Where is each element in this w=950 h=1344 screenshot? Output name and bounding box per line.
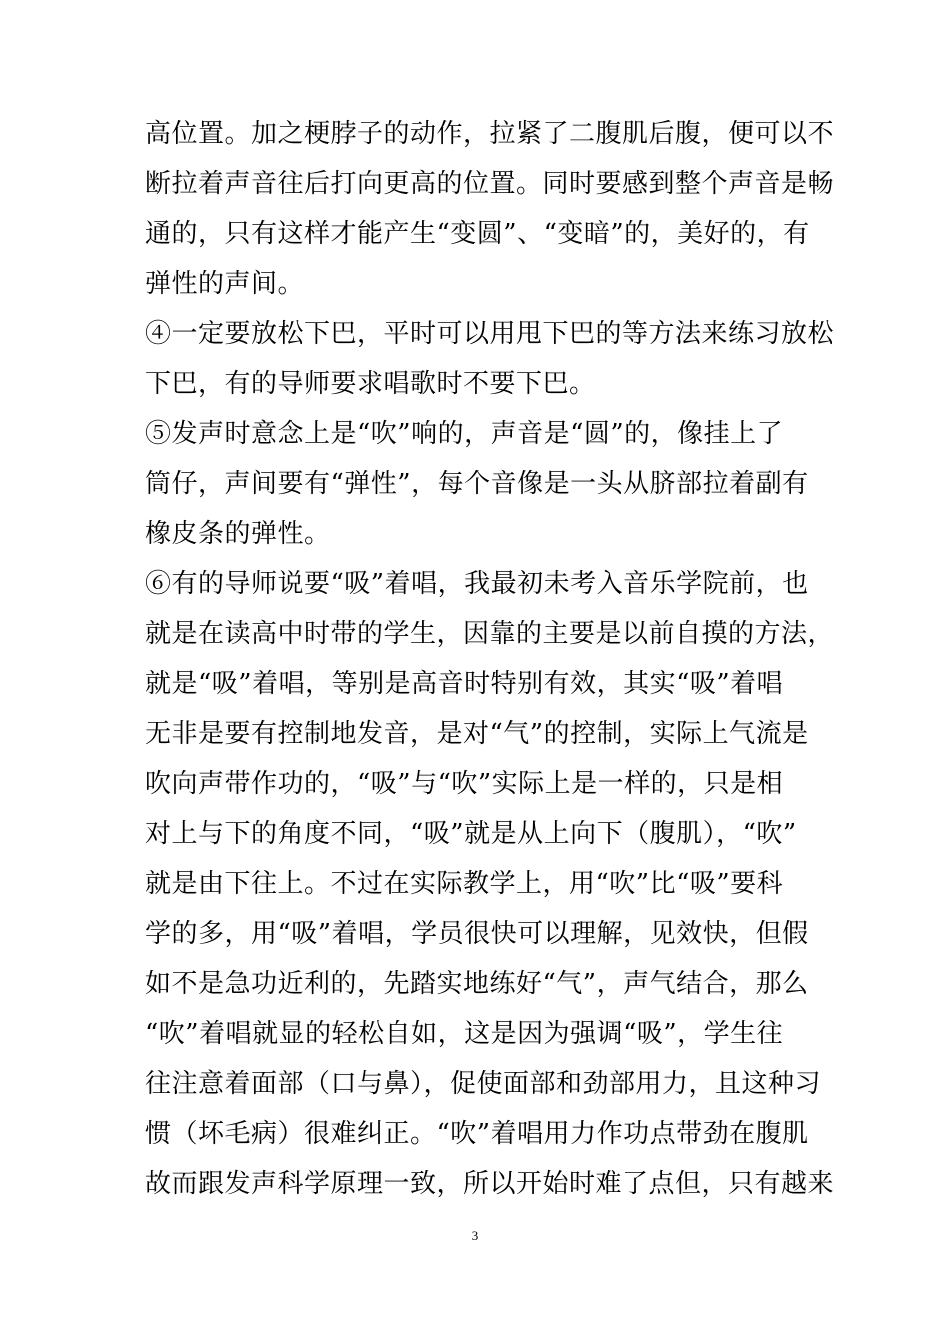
text-line: 无非是要有控制地发音，是对“气”的控制，实际上气流是 xyxy=(145,719,809,749)
text-line: 橡皮条的弹性。 xyxy=(145,519,331,549)
text-line: 高位置。加之梗脖子的动作，拉紧了二腹肌后腹，便可以不 xyxy=(145,119,835,149)
text-line: 吹向声带作功的，“吸”与“吹”实际上是一样的，只是相 xyxy=(145,769,784,799)
text-line: 筒仔，声间要有“弹性”，每个音像是一头从脐部拉着副有 xyxy=(145,469,809,499)
text-line: 如不是急功近利的，先踏实地练好“气”，声气结合，那么 xyxy=(145,969,809,999)
text-line: 就是“吸”着唱，等别是高音时特别有效，其实“吸”着唱 xyxy=(145,669,784,699)
text-line: 就是在读高中时带的学生，因靠的主要是以前自摸的方法， xyxy=(145,619,835,649)
text-line: 就是由下往上。不过在实际教学上，用“吹”比“吸”要科 xyxy=(145,869,784,899)
text-line: “吹”着唱就显的轻松自如，这是因为强调“吸”，学生往 xyxy=(145,1019,784,1049)
text-line: ⑤发声时意念上是“吹”响的，声音是“圆”的，像挂上了 xyxy=(145,419,784,449)
text-line: 通的，只有这样才能产生“变圆”、“变暗”的，美好的，有 xyxy=(145,219,810,249)
text-line: 往注意着面部（口与鼻），促使面部和劲部用力，且这种习 xyxy=(145,1069,822,1099)
text-line: ⑥有的导师说要“吸”着唱，我最初未考入音乐学院前，也 xyxy=(145,569,809,599)
text-line: 下巴，有的导师要求唱歌时不要下巴。 xyxy=(145,369,596,399)
page-number: 3 xyxy=(471,1228,479,1243)
text-line: 惯（坏毛病）很难纠正。“吹”着唱用力作功点带劲在腹肌 xyxy=(145,1119,809,1149)
text-line: 弹性的声间。 xyxy=(145,269,305,299)
body-text xyxy=(145,109,835,1209)
text-line: 断拉着声音往后打向更高的位置。同时要感到整个声音是畅 xyxy=(145,169,835,199)
text-line: 对上与下的角度不同，“吸”就是从上向下（腹肌），“吹” xyxy=(145,819,797,849)
text-line: 学的多，用“吸”着唱，学员很快可以理解，见效快，但假 xyxy=(145,919,809,949)
text-line: ④一定要放松下巴，平时可以用甩下巴的等方法来练习放松 xyxy=(145,319,835,349)
text-line: 故而跟发声科学原理一致，所以开始时难了点但，只有越来 xyxy=(145,1169,835,1199)
